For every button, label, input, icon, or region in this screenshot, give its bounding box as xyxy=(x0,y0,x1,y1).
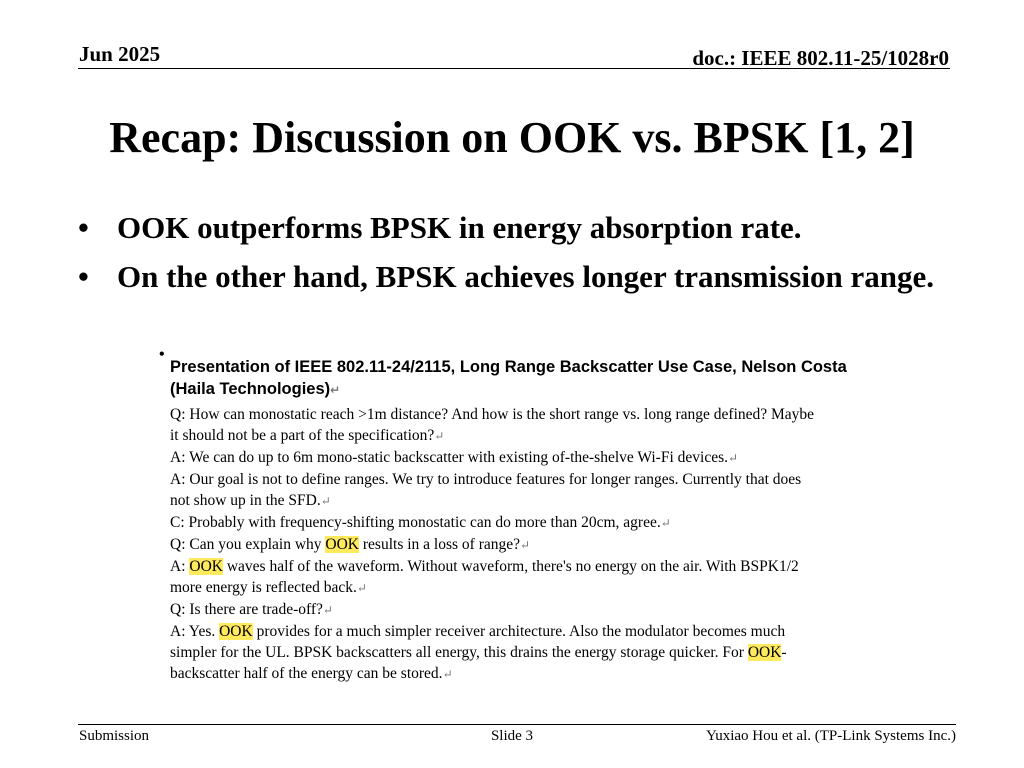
excerpt-text: - xyxy=(781,644,787,661)
excerpt-text: provides for a much simpler receiver architecture. Also the modulator becomes much xyxy=(252,623,786,640)
excerpt-text: it should not be a part of the specification? xyxy=(170,427,435,444)
return-mark-icon: ↵ xyxy=(434,429,445,443)
sub-bullet-dot: • xyxy=(159,346,165,363)
excerpt-line xyxy=(170,404,950,425)
excerpt-text: waves half of the waveform. Without waveform, there's no energy on the air. With BSPK1/2 xyxy=(222,558,799,575)
return-mark-icon: ↵ xyxy=(356,581,367,595)
bullet-item xyxy=(78,207,958,249)
footer-submission: Submission xyxy=(79,728,150,744)
highlighted-term: OOK xyxy=(189,558,223,575)
bullet-text: OOK outperforms BPSK in energy absorption rate. xyxy=(117,210,802,245)
excerpt-text: results in a loss of range? xyxy=(359,536,521,553)
excerpt-title xyxy=(170,356,950,401)
excerpt-text: Q: How can monostatic reach >1m distance? And how is the short range vs. long range defined? Maybe xyxy=(170,406,815,423)
excerpt-text: C: Probably with frequency-shifting monostatic can do more than 20cm, agree. xyxy=(170,514,661,531)
excerpt-text: A: Our goal is not to define ranges. We try to introduce features for longer ranges. Currently that does xyxy=(170,471,802,488)
bullet-text: On the other hand, BPSK achieves longer transmission range. xyxy=(117,259,934,294)
excerpt-line xyxy=(170,556,950,577)
excerpt-line xyxy=(170,642,950,663)
excerpt-text: Q: Can you explain why xyxy=(170,536,326,553)
bullet-list xyxy=(78,207,958,305)
excerpt-line xyxy=(170,534,950,556)
excerpt-text: A: xyxy=(170,558,190,575)
excerpt-text: simpler for the UL. BPSK backscatters all energy, this drains the energy storage quicker. For xyxy=(170,644,748,661)
footer-authors: Yuxiao Hou et al. (TP-Link Systems Inc.) xyxy=(706,728,956,744)
return-mark-icon: ↵ xyxy=(660,516,671,530)
highlighted-term: OOK xyxy=(325,536,360,553)
footer-divider xyxy=(78,724,956,725)
excerpt-line xyxy=(170,490,950,512)
highlighted-term: OOK xyxy=(747,644,782,661)
excerpt-text: more energy is reflected back. xyxy=(170,579,357,596)
header-doc-id: doc.: IEEE 802.11-25/1028r0 xyxy=(692,46,949,70)
meeting-minutes-excerpt xyxy=(170,356,950,685)
excerpt-text: A: Yes. xyxy=(170,623,220,640)
excerpt-title-line: (Haila Technologies)↵ xyxy=(170,380,341,398)
excerpt-line xyxy=(170,577,950,599)
excerpt-line xyxy=(170,663,950,685)
slide-title: Recap: Discussion on OOK vs. BPSK [1, 2] xyxy=(109,113,915,162)
footer-slide-number: Slide 3 xyxy=(490,728,534,744)
excerpt-line xyxy=(170,599,950,621)
return-mark-icon: ↵ xyxy=(728,451,739,465)
bullet-item xyxy=(78,256,958,298)
excerpt-line xyxy=(170,621,950,642)
highlighted-term: OOK xyxy=(219,623,253,640)
header-date: Jun 2025 xyxy=(79,42,161,66)
excerpt-text: A: We can do up to 6m mono-static backscatter with existing of-the-shelve Wi-Fi devices. xyxy=(170,449,728,466)
excerpt-line xyxy=(170,425,950,447)
excerpt-line xyxy=(170,512,950,534)
excerpt-line xyxy=(170,469,950,490)
excerpt-text: Q: Is there are trade-off? xyxy=(170,601,323,618)
return-mark-icon: ↵ xyxy=(520,538,531,552)
excerpt-text: not show up in the SFD. xyxy=(170,492,321,509)
excerpt-body xyxy=(170,404,950,685)
excerpt-text: backscatter half of the energy can be stored. xyxy=(170,665,443,682)
return-mark-icon: ↵ xyxy=(320,494,331,508)
header-divider xyxy=(78,68,950,69)
return-mark-icon: ↵ xyxy=(442,667,453,681)
return-mark-icon: ↵ xyxy=(322,603,333,617)
return-mark-icon: ↵ xyxy=(330,383,341,397)
excerpt-title-line: Presentation of IEEE 802.11-24/2115, Long Range Backscatter Use Case, Nelson Costa xyxy=(170,358,847,376)
bullet-dot: • xyxy=(78,210,89,245)
bullet-dot: • xyxy=(78,259,89,294)
excerpt-line xyxy=(170,447,950,469)
